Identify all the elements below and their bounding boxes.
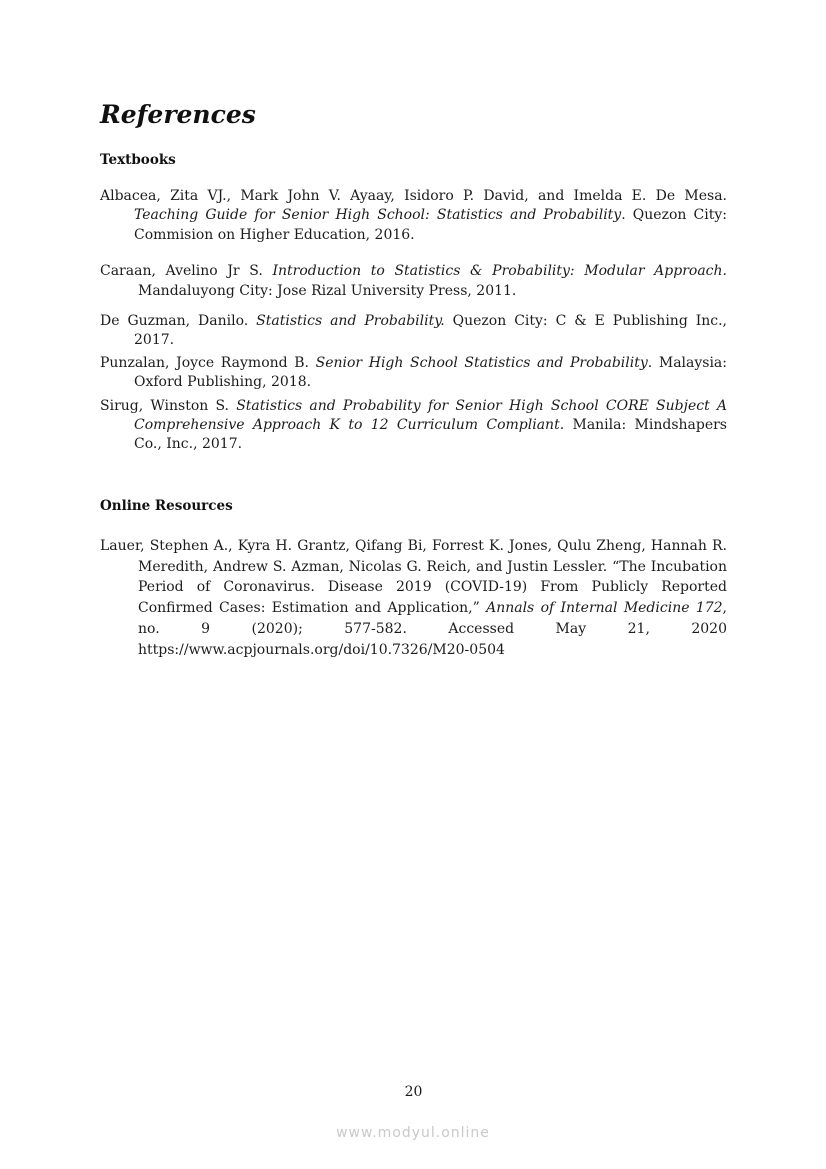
reference-entry — [100, 536, 727, 660]
reference-authors: Sirug, Winston S. — [100, 398, 230, 414]
reference-authors: Lauer, Stephen A., Kyra H. Grantz, Qifang Bi, Forrest K. Jones, Qulu Zheng, Hannah R. Meredith, Andrew S. Azman, Nicolas G. Reich, and Justin Lessler. “The Incubation Period of Coronavirus. Disease 2019 (COVID-19) From Publicly Reported Confirmed Cases: Estimation and Application,” — [100, 538, 727, 617]
document-page — [100, 0, 727, 1169]
page-title: References — [100, 100, 256, 129]
reference-title: Annals of Internal Medicine 172 — [486, 600, 723, 617]
reference-authors: Caraan, Avelino Jr S. — [100, 263, 263, 279]
section-heading-textbooks: Textbooks — [100, 152, 176, 168]
reference-title: Senior High School Statistics and Probability — [315, 355, 648, 371]
reference-title: Statistics and Probability. — [256, 313, 445, 329]
reference-publication: Manila: Mindshapers Co., Inc., 2017. — [134, 417, 727, 452]
reference-publication: Quezon City: C & E Publishing Inc., 2017. — [134, 313, 727, 348]
watermark: www.modyul.online — [336, 1125, 490, 1141]
reference-entry — [100, 187, 727, 245]
reference-title: Statistics and Probability for Senior High School CORE Subject A Comprehensive Approach K to 12 Curriculum Compliant. — [134, 398, 727, 433]
reference-publication: . Quezon City: Commision on Higher Education, 2016. — [134, 207, 727, 243]
reference-entry — [100, 397, 727, 454]
section-heading-online-resources: Online Resources — [100, 498, 233, 514]
reference-authors: Punzalan, Joyce Raymond B. — [100, 355, 309, 371]
reference-entry — [100, 354, 727, 392]
reference-authors: De Guzman, Danilo. — [100, 313, 249, 329]
reference-publication: . Malaysia: Oxford Publishing, 2018. — [134, 355, 728, 390]
reference-title: Introduction to Statistics & Probability: Modular Approach. — [272, 263, 727, 279]
reference-entry — [100, 261, 727, 301]
page-number: 20 — [404, 1084, 423, 1100]
reference-publication: , no. 9 (2020); 577-582. Accessed May 21, 2020 https://www.acpjournals.org/doi/10.7326/M20-0504 — [138, 600, 727, 658]
reference-publication: Mandaluyong City: Jose Rizal University Press, 2011. — [138, 283, 517, 299]
reference-authors: Albacea, Zita VJ., Mark John V. Ayaay, Isidoro P. David, and Imelda E. De Mesa. — [100, 188, 727, 204]
reference-title: Teaching Guide for Senior High School: Statistics and Probability — [134, 207, 622, 224]
reference-entry — [100, 312, 727, 350]
